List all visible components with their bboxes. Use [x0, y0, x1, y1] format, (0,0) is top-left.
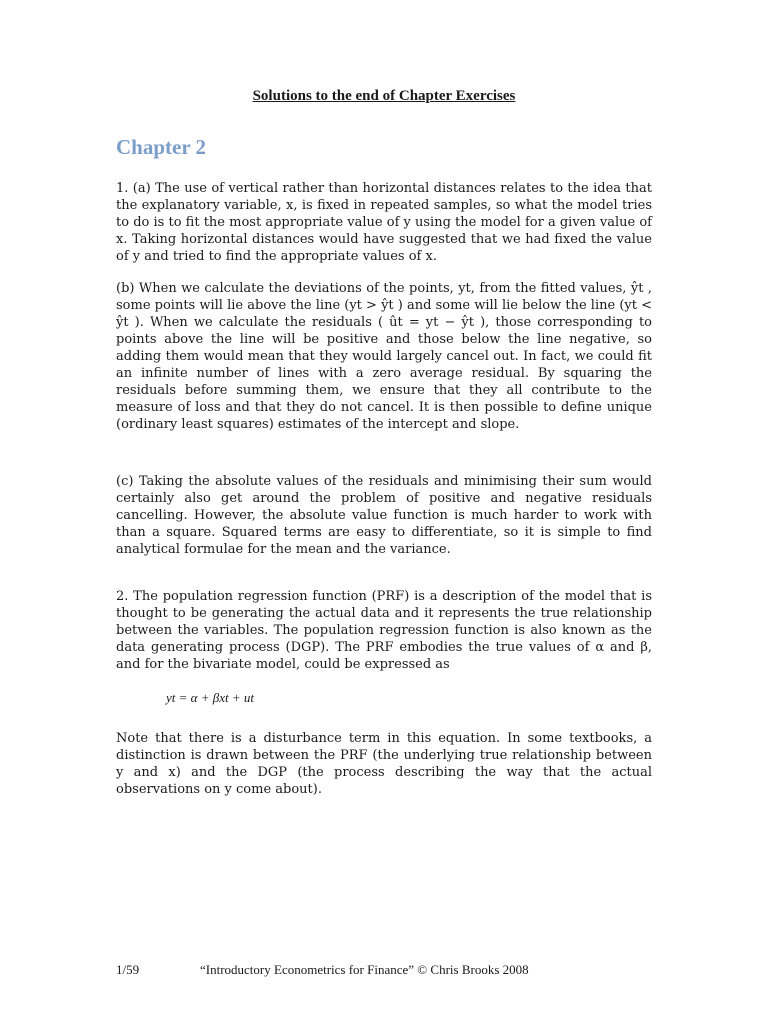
chapter-heading: Chapter 2: [116, 135, 207, 159]
paragraph-1c: (c) Taking the absolute values of the residuals and minimising their sum would certainly also get around the problem of positive and negative residuals cancelling. However, the absolute value function is much harder to work with than a square. Squared terms are easy to differentiate, so it is simple to find analytical formulae for the mean and the variance.: [116, 474, 652, 557]
page-number: 1/59: [116, 962, 140, 977]
prf-equation: yt = α + βxt + ut: [166, 690, 254, 705]
paragraph-1a: 1. (a) The use of vertical rather than horizontal distances relates to the idea that the explanatory variable, x, is fixed in repeated samples, so what the model tries to do is to fit the most appropriate value of y using the model for a given value of x. Taking horizontal distances would have suggested that we had fixed the value of y and tried to find the appropriate values of x.: [116, 181, 652, 264]
paragraph-1b: (b) When we calculate the deviations of the points, yt, from the fitted values, ŷt , some points will lie above the line (yt > ŷt ) and some will lie below the line (yt < ŷt ). When we calculate the residuals ( ût = yt − ŷt ), those corresponding to points above the line will be positive and those below the line negative, so adding them would mean that they would largely cancel out. In fact, we could fit an infinite number of lines with a zero average residual. By squaring the residuals before summing them, we ensure that they all contribute to the measure of loss and that they do not cancel. It is then possible to define unique (ordinary least squares) estimates of the intercept and slope.: [116, 281, 652, 432]
paragraph-2: 2. The population regression function (PRF) is a description of the model that is thought to be generating the actual data and it represents the true relationship between the variables. The population regression function is also known as the data generating process (DGP). The PRF embodies the true values of α and β, and for the bivariate model, could be expressed as: [116, 589, 652, 672]
footer-credit: “Introductory Econometrics for Finance” © Chris Brooks 2008: [200, 962, 529, 977]
paragraph-3: Note that there is a disturbance term in this equation. In some textbooks, a distinction is drawn between the PRF (the underlying true relationship between y and x) and the DGP (the process describing the way that the actual observations on y come about).: [116, 731, 652, 797]
document-title: Solutions to the end of Chapter Exercises: [252, 88, 516, 104]
